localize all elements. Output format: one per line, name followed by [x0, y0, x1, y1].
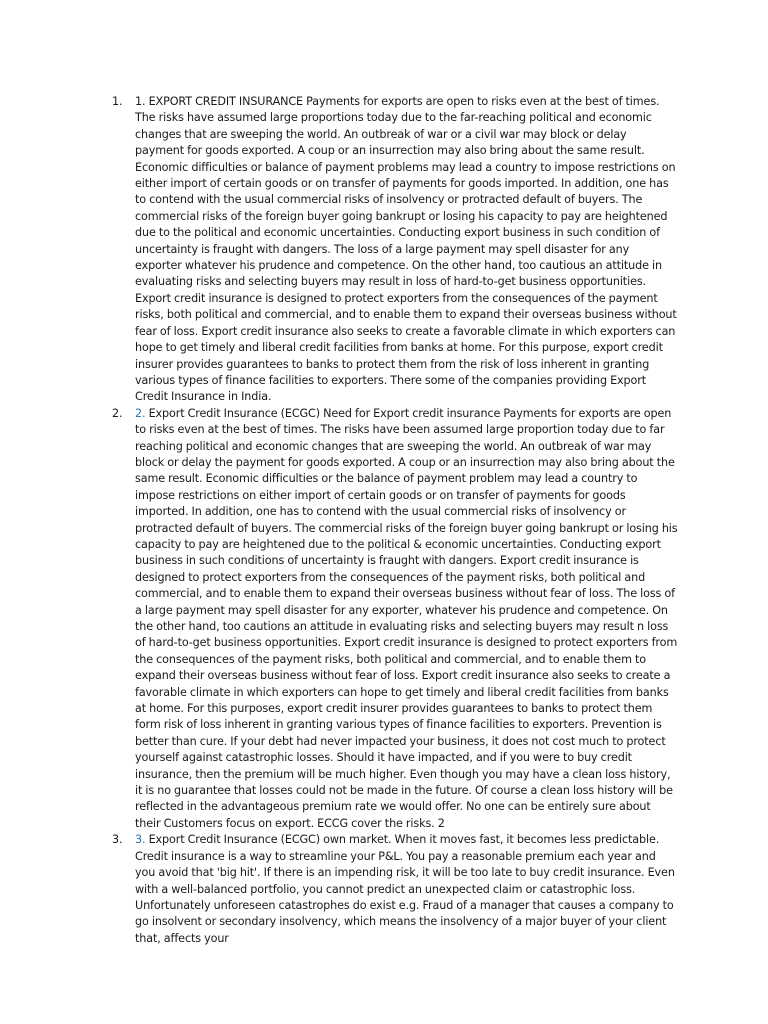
list-item: [112, 832, 678, 947]
item-text: EXPORT CREDIT INSURANCE Payments for exports are open to risks even at the best of times. The risks have assumed large proportions today due to the far-reaching political and economic changes that are sweeping the world. An outbreak of war or a civil war may block or delay payment for goods exported. A coup or an insurrection may also bring about the same result. Economic difficulties or balance of payment problems may lead a country to impose restrictions on either import of certain goods or on transfer of payments for goods imported. In addition, one has to contend with the usual commercial risks of insolvency or protracted default of buyers. The commercial risks of the foreign buyer going bankrupt or losing his capacity to pay are heightened due to the political and economic uncertainties. Conducting export business in such condition of uncertainty is fraught with dangers. The loss of a large payment may spell disaster for any exporter whatever his prudence and competence. On the other hand, too cautious an attitude in evaluating risks and selecting buyers may result in loss of hard-to-get business opportunities. Export credit insurance is designed to protect exporters from the consequences of the payment risks, both political and commercial, and to enable them to expand their overseas business without fear of loss. Export credit insurance also seeks to create a favorable climate in which exporters can hope to get timely and liberal credit facilities from banks at home. For this purpose, export credit insurer provides guarantees to banks to protect them from the risk of loss inherent in granting various types of finance facilities to exporters. There some of the companies providing Export Credit Insurance in India.: [135, 95, 677, 404]
item-number: 1.: [135, 95, 146, 108]
list-item: [112, 406, 678, 833]
item-number-link[interactable]: 3.: [135, 833, 146, 847]
numbered-list: [112, 94, 678, 947]
list-marker: 3.: [112, 833, 123, 847]
item-number-link[interactable]: 2.: [135, 406, 146, 420]
item-text: Export Credit Insurance (ECGC) own market. When it moves fast, it becomes less predictable. Credit insurance is a way to streamline your P&L. You pay a reasonable premium each year and you avoid that 'big hit'. If there is an impending risk, it will be too late to buy credit insurance. Even with a well-balanced portfolio, you cannot predict an unexpected claim or catastrophic loss. Unfortunately unforeseen catastrophes do exist e.g. Fraud of a manager that causes a company to go insolvent or secondary insolvency, which means the insolvency of a major buyer of your client that, affects your: [135, 833, 675, 945]
list-marker: 1.: [112, 95, 123, 108]
list-marker: 2.: [112, 406, 123, 420]
item-text: Export Credit Insurance (ECGC) Need for Export credit insurance Payments for exports are open to risks even at the best of times. The risks have been assumed large proportion today due to far reaching political and economic changes that are sweeping the world. An outbreak of war may block or delay the payment for goods exported. A coup or an insurrection may also bring about the same result. Economic difficulties or the balance of payment problem may lead a country to impose restrictions on either import of certain goods or on transfer of payments for goods imported. In addition, one has to contend with the usual commercial risks of insolvency or protracted default of buyers. The commercial risks of the foreign buyer going bankrupt or losing his capacity to pay are heightened due to the political & economic uncertainties. Conducting export business in such conditions of uncertainty is fraught with dangers. Export credit insurance is designed to protect exporters from the consequences of the payment risks, both political and commercial, and to enable them to expand their overseas business without fear of loss. The loss of a large payment may spell disaster for any exporter, whatever his prudence and competence. On the other hand, too cautions an attitude in evaluating risks and selecting buyers may result n loss of hard-to-get business opportunities. Export credit insurance is designed to protect exporters from the consequences of the payment risks, both political and commercial, and to enable them to expand their overseas business without fear of loss. Export credit insurance also seeks to create a favorable climate in which exporters can hope to get timely and liberal credit facilities from banks at home. For this purposes, export credit insurer provides guarantees to banks to protect them form risk of loss inherent in granting various types of finance facilities to exporters. Prevention is better than cure. If your debt had never impacted your business, it does not cost much to protect yourself against catastrophic losses. Should it have impacted, and if you were to buy credit insurance, then the premium will be much higher. Even though you may have a clean loss history, it is no guarantee that losses could not be made in the future. Of course a clean loss history will be reflected in the advantageous premium rate we would offer. No one can be entirely sure about their Customers focus on export. ECCG cover the risks. 2: [135, 406, 678, 830]
list-item: [112, 94, 678, 406]
